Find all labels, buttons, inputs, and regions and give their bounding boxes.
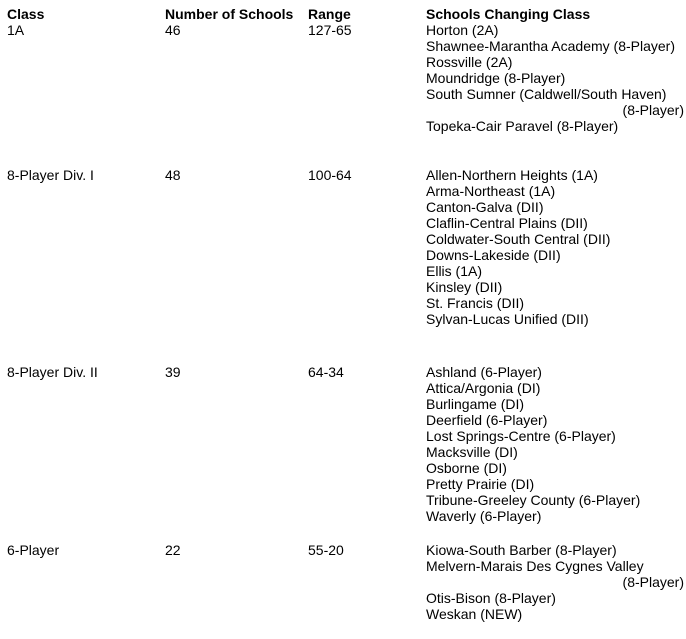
school-line: Moundridge (8-Player) — [426, 70, 566, 86]
school-line: (8-Player) — [622, 574, 684, 590]
schools-changing-cell — [426, 167, 684, 327]
school-line: Rossville (2A) — [426, 54, 513, 70]
table-row — [7, 542, 686, 622]
school-line: Shawnee-Marantha Academy (8-Player) — [426, 38, 676, 54]
range-cell: 100-64 — [308, 167, 352, 183]
school-line: Kiowa-South Barber (8-Player) — [426, 542, 617, 558]
class-cell: 6-Player — [7, 542, 60, 558]
school-line: Attica/Argonia (DI) — [426, 380, 541, 396]
school-line: Otis-Bison (8-Player) — [426, 590, 556, 606]
school-line: Ellis (1A) — [426, 263, 483, 279]
range-cell: 55-20 — [308, 542, 344, 558]
school-line: Topeka-Cair Paravel (8-Player) — [426, 118, 619, 134]
schools-changing-cell — [426, 542, 684, 622]
column-header-class: Class — [7, 6, 45, 22]
column-header-number-of-schools: Number of Schools — [165, 6, 294, 22]
school-line: South Sumner (Caldwell/South Haven) — [426, 86, 667, 102]
schools-changing-cell — [426, 364, 684, 524]
table-body — [7, 22, 686, 622]
school-line: Downs-Lakeside (DII) — [426, 247, 561, 263]
school-line: St. Francis (DII) — [426, 295, 525, 311]
class-cell: 8-Player Div. I — [7, 167, 94, 183]
school-line: Coldwater-South Central (DII) — [426, 231, 611, 247]
school-line: Pretty Prairie (DI) — [426, 476, 535, 492]
table-row — [7, 364, 686, 524]
school-line: Arma-Northeast (1A) — [426, 183, 556, 199]
school-line: Macksville (DI) — [426, 444, 518, 460]
table-row — [7, 22, 686, 134]
school-line: Tribune-Greeley County (6-Player) — [426, 492, 641, 508]
table-row — [7, 167, 686, 327]
range-cell: 127-65 — [308, 22, 352, 38]
class-cell: 8-Player Div. II — [7, 364, 98, 380]
class-cell: 1A — [7, 22, 25, 38]
school-line: Melvern-Marais Des Cygnes Valley — [426, 558, 644, 574]
school-line: Kinsley (DII) — [426, 279, 503, 295]
school-line: Burlingame (DI) — [426, 396, 525, 412]
column-header-schools-changing-class: Schools Changing Class — [426, 6, 591, 22]
school-line: Claflin-Central Plains (DII) — [426, 215, 588, 231]
school-line: Horton (2A) — [426, 22, 499, 38]
number-of-schools-cell: 39 — [165, 364, 181, 380]
school-line: Deerfield (6-Player) — [426, 412, 548, 428]
number-of-schools-cell: 22 — [165, 542, 181, 558]
school-line: Weskan (NEW) — [426, 606, 523, 622]
column-header-range: Range — [308, 6, 351, 22]
school-line: (8-Player) — [622, 102, 684, 118]
school-line: Lost Springs-Centre (6-Player) — [426, 428, 616, 444]
number-of-schools-cell: 48 — [165, 167, 181, 183]
school-line: Allen-Northern Heights (1A) — [426, 167, 598, 183]
range-cell: 64-34 — [308, 364, 344, 380]
schools-changing-cell — [426, 22, 684, 134]
school-line: Sylvan-Lucas Unified (DII) — [426, 311, 589, 327]
school-line: Canton-Galva (DII) — [426, 199, 544, 215]
school-line: Waverly (6-Player) — [426, 508, 542, 524]
number-of-schools-cell: 46 — [165, 22, 181, 38]
school-line: Ashland (6-Player) — [426, 364, 542, 380]
table-header-row — [7, 6, 686, 22]
school-line: Osborne (DI) — [426, 460, 507, 476]
